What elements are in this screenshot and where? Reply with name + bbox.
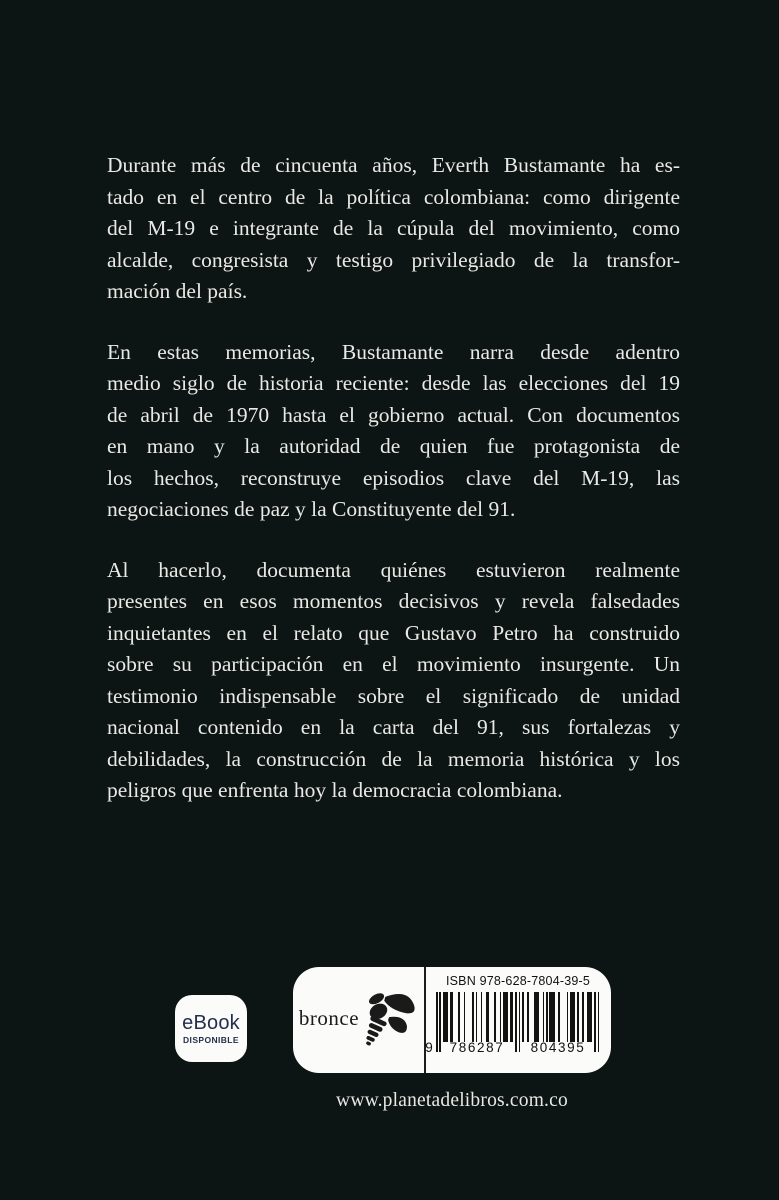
ebook-badge-subtitle: DISPONIBLE [183,1034,239,1045]
barcode-digit-left: 9 [425,1040,433,1055]
publisher-website: www.planetadelibros.com.co [336,1090,568,1111]
body-text-line: testimonio indispensable sobre el significado de unidad [107,683,680,708]
paragraph [107,555,680,807]
body-text-line: medio siglo de historia reciente: desde las elecciones del 19 [107,371,680,395]
body-text-line: mación del país. [107,279,248,303]
body-text-line: Al hacerlo, documenta quiénes estuvieron realmente [107,557,680,582]
paragraph [107,150,680,308]
body-text-line: En estas memorias, Bustamante narra desde adentro [107,339,680,364]
body-text-line: sobre su participación en el movimiento insurgente. Un [107,652,680,676]
barcode [425,992,600,1056]
barcode-section [425,967,611,1073]
body-text-line: debilidades, la construcción de la memoria histórica y los [107,746,680,771]
bee-icon [364,991,418,1049]
body-text-line: inquietantes en el relato que Gustavo Petro ha construido [107,620,680,645]
ebook-badge-title: eBook [182,1011,240,1034]
body-text-line: nacional contenido en la carta del 91, sus fortalezas y [107,715,680,739]
body-text-line: los hechos, reconstruye episodios clave del M-19, las [107,465,680,490]
ebook-badge [175,995,247,1062]
body-text-line: en mano y la autoridad de quien fue protagonista de [107,434,680,458]
barcode-digit-group1: 786287 [449,1040,505,1055]
paragraph [107,337,680,526]
body-text-line: tado en el centro de la política colombiana: como dirigente [107,184,680,209]
publisher-logo [293,967,424,1073]
barcode-bar [598,992,600,1052]
body-text-line: negociaciones de paz y la Constituyente del 91. [107,497,516,521]
isbn-label: ISBN 978-628-7804-39-5 [445,974,591,988]
publisher-name: bronce [298,1005,360,1030]
body-text-line: Durante más de cincuenta años, Everth Bustamante ha es- [107,153,680,177]
publisher-barcode-box [293,967,611,1073]
body-text-line: alcalde, congresista y testigo privilegiado de la transfor- [107,247,680,272]
body-text-line: de abril de 1970 hasta el gobierno actual. Con documentos [107,402,680,427]
synopsis-text [107,150,680,807]
barcode-digit-group2: 804395 [530,1040,586,1055]
body-text-line: presentes en esos momentos decisivos y revela falsedades [107,589,680,613]
body-text-line: del M-19 e integrante de la cúpula del movimiento, como [107,216,680,240]
body-text-line: peligros que enfrenta hoy la democracia colombiana. [107,778,563,802]
